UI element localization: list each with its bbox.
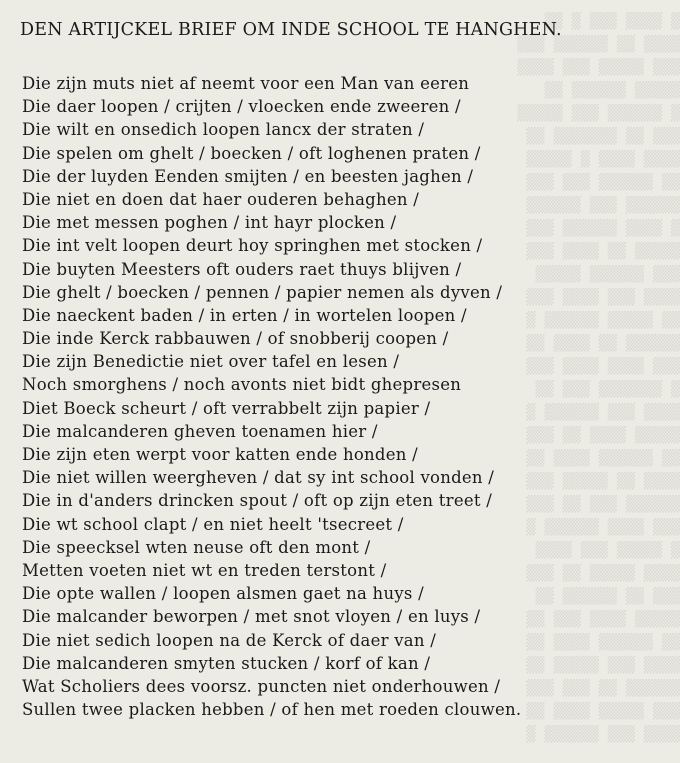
document-title: DEN ARTIJCKEL BRIEF OM INDE SCHOOL TE HANGHEN. [20,20,562,40]
verse-line: Die zijn eten werpt voor katten ende honden / [22,445,418,464]
verse-line: Die naeckent baden / in erten / in wortelen loopen / [22,305,467,325]
verse-line: Sullen twee placken hebben / of hen met roeden clouwen. [22,700,522,720]
verse-line: Die malcander beworpen / met snot vloyen / en luys / [22,607,481,627]
verse-line: Die niet sedich loopen na de Kerck of daer van / [22,630,437,650]
verse-line: Wat Scholiers dees voorsz. puncten niet onderhouwen / [22,676,501,696]
verse-line: Die malcanderen smyten stucken / korf of kan / [22,653,431,673]
verse-line: Die inde Kerck rabbauwen / of snobberij coopen / [22,329,449,349]
verse-line: Die zijn muts niet af neemt voor een Man van eeren [22,74,470,93]
verse-line: Die int velt loopen deurt hoy springhen met stocken / [22,236,483,256]
verse-line: Die spelen om ghelt / boecken / oft loghenen praten / [22,143,481,163]
verse-line: Die wt school clapt / en niet heelt 'tsecreet / [22,514,404,534]
verse-line: Die speecksel wten neuse oft den mont / [22,537,371,557]
verse-line: Noch smorghens / noch avonts niet bidt ghepresen [22,375,462,395]
verse-line: Die daer loopen / crijten / vloecken ende zweeren / [22,97,461,117]
verse-line: Die niet willen weergheven / dat sy int school vonden / [22,468,495,488]
verse-line: Die in d'anders drincken spout / oft op zijn eten treet / [22,491,493,511]
verse-line: Die malcanderen gheven toenamen hier / [22,421,378,441]
verse-line: Die opte wallen / loopen alsmen gaet na huys / [22,584,424,604]
verse-line: Die niet en doen dat haer ouderen behaghen / [22,189,420,209]
verse-line: Die wilt en onsedich loopen lancx der straten / [22,120,425,140]
verse-line: Die ghelt / boecken / pennen / papier nemen als dyven / [22,282,503,302]
verse-line: Diet Boeck scheurt / oft verrabbelt zijn papier / [22,398,431,418]
verse-line: Metten voeten niet wt en treden terstont / [22,560,387,580]
verse-line: Die der luyden Eenden smijten / en beesten jaghen / [22,166,474,186]
bleed-through-texture: ▒ ▒▒▒▒ ▒▒▒ ▒ ▒▒ ▒▒▒▒ ▒▒ ▒▒▒▒▒▒ ▒▒▒ ▒▒▒ ▒▒▒▒▒ ▒▒▒ ▒▒▒▒ ▒▒▒▒▒ ▒▒▒▒▒▒ ▒▒ ▒ ▒▒▒▒▒▒ ▒▒▒ ▒▒▒▒▒ ▒▒▒ ▒▒ ▒▒▒▒▒▒▒ ▒▒ ▒▒▒▒ ▒▒▒▒ ▒ ▒▒▒▒▒ ▒▒ ▒▒▒▒▒▒ ▒▒▒ ▒▒▒ ▒▒▒▒▒▒ ▒▒▒ ▒▒▒▒▒▒ ▒ ▒▒▒▒ ▒▒▒▒▒▒ ▒▒▒ ▒▒▒▒▒ ▒▒ ▒▒▒▒ ▒▒▒ ▒▒▒ ▒▒▒▒▒▒ ▒▒▒▒▒ ▒▒▒▒ ▒▒▒ ▒▒▒▒ ▒▒▒ ▒▒ ▒▒▒▒▒ ▒▒▒▒▒▒ ▒ ▒▒▒▒▒▒ ▒▒ ▒▒▒▒ ▒▒ ▒▒▒ ▒▒▒▒ ▒▒▒▒ ▒▒▒ ▒ ▒▒▒▒▒▒▒ ▒▒▒ ▒▒ ▒▒▒▒ ▒▒▒ ▒▒▒▒▒▒ ▒ ▒▒▒▒▒ ▒▒▒▒ ▒▒ ▒▒▒ ▒▒ ▒▒▒▒▒▒ ▒▒▒▒ ▒▒ ▒▒▒▒ ▒▒ ▒▒▒▒▒ ▒▒▒ ▒▒▒▒▒▒ ▒▒▒ ▒▒ ▒▒▒ ▒▒▒ ▒▒▒▒ ▒▒▒▒▒▒ ▒ ▒ ▒▒▒▒▒ ▒▒▒ ▒▒▒▒ ▒▒▒▒ ▒▒▒▒▒ ▒▒ ▒▒▒ ▒▒▒ ▒▒ ▒▒▒▒▒▒ ▒▒ ▒▒▒▒▒ ▒▒▒▒ ▒▒▒ ▒▒ ▒▒ ▒▒▒▒▒▒ ▒▒▒▒ ▒▒ ▒▒▒▒ ▒▒▒ ▒▒▒▒▒ ▒▒ ▒▒▒▒▒▒ ▒▒ ▒▒▒ ▒▒▒ ▒▒▒ ▒▒▒▒▒ ▒▒▒▒ ▒▒ ▒▒▒▒ ▒▒▒ ▒▒▒▒▒▒ ▒ [517,12,680,743]
verse-lines [22,72,652,721]
verse-line: Die met messen poghen / int hayr plocken / [22,213,397,233]
verse-line: Die zijn Benedictie niet over tafel en lesen / [22,352,400,372]
verse-line: Die buyten Meesters oft ouders raet thuys blijven / [22,259,462,279]
